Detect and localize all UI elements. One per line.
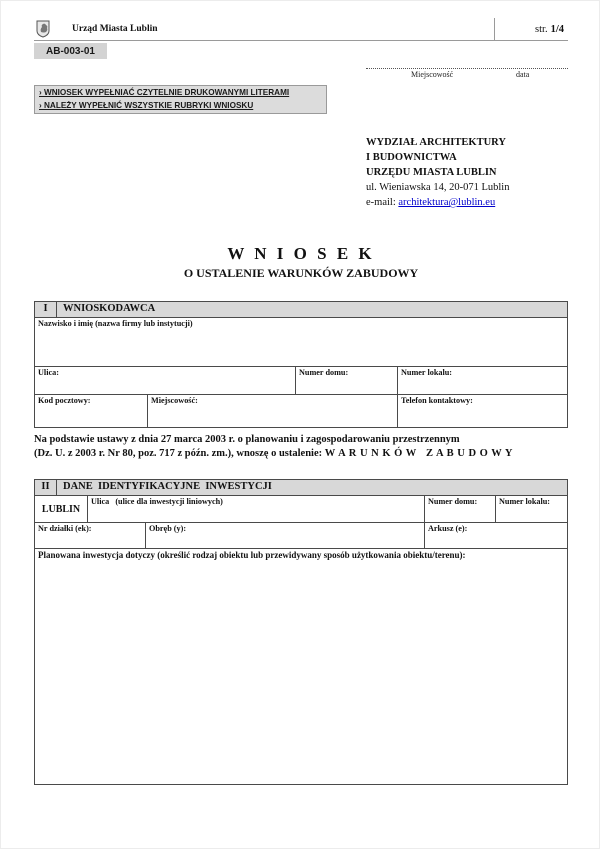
legal-line-2 xyxy=(34,447,574,461)
recipient-address: ul. Wieniawska 14, 20-071 Lublin xyxy=(366,182,510,193)
page-number-value: 1/4 xyxy=(550,23,564,35)
section-1-table xyxy=(34,301,568,428)
applicant-house-no-field: Numer domu: xyxy=(295,367,397,394)
recipient-line-3: URZĘDU MIASTA LUBLIN xyxy=(366,167,497,178)
investment-city-fixed: LUBLIN xyxy=(41,503,81,515)
instruction-line-2: › NALEŻY WYPEŁNIĆ WSZYSTKIE RUBRYKI WNIOSKU xyxy=(39,100,254,110)
document-subtitle: O USTALENIE WARUNKÓW ZABUDOWY xyxy=(183,266,419,280)
section-1-header xyxy=(35,302,567,317)
legal-line-1: Na podstawie ustawy z dnia 27 marca 2003 r. o planowaniu i zagospodarowaniu przestrzennym xyxy=(34,434,460,445)
section-2-number: II xyxy=(41,481,50,492)
investment-house-no-field: Numer domu: xyxy=(424,496,495,522)
page-header xyxy=(34,18,568,41)
email-label: e-mail: xyxy=(366,197,399,208)
planned-investment-row xyxy=(35,548,567,784)
form-code-badge: AB-003-01 xyxy=(34,43,107,59)
investment-sheet-field: Arkusz (e): xyxy=(424,523,567,548)
applicant-apt-no-field: Numer lokalu: xyxy=(397,367,567,394)
investment-street-field: Ulica (ulice dla inwestycji liniowych) xyxy=(87,496,424,522)
applicant-phone-field: Telefon kontaktowy: xyxy=(397,395,567,427)
section-2-title: DANE IDENTYFIKACYJNE INWESTYCJI xyxy=(56,480,567,495)
legal-basis-paragraph xyxy=(34,433,574,461)
legal-line-2-text: (Dz. U. z 2003 r. Nr 80, poz. 717 z późn. zm.), wnoszę o ustalenie: xyxy=(34,448,323,459)
section-1-number: I xyxy=(43,303,48,314)
applicant-city-field: Miejscowość: xyxy=(147,395,397,427)
investment-street-row xyxy=(35,495,567,522)
section-2-table xyxy=(34,479,568,785)
investment-plot-row xyxy=(35,522,567,548)
instructions-box xyxy=(34,85,327,114)
email-link[interactable]: architektura@lublin.eu xyxy=(398,197,496,208)
recipient-email-row xyxy=(366,195,509,210)
applicant-city-row xyxy=(35,394,567,427)
section-2-header xyxy=(35,480,567,495)
recipient-block xyxy=(366,135,509,210)
recipient-line-2: I BUDOWNICTWA xyxy=(366,152,457,163)
page-number-label: str. xyxy=(535,23,548,35)
org-title: Urząd Miasta Lublin xyxy=(72,24,158,34)
page-number xyxy=(494,18,568,40)
applicant-postal-field: Kod pocztowy: xyxy=(38,396,91,405)
planned-investment-field: Planowana inwestycja dotyczy (określić rodzaj obiektu lub przewidywany sposób użytkowania obiektu/terenu): xyxy=(38,550,466,560)
investment-plot-no-field: Nr działki (ek): xyxy=(38,524,92,533)
applicant-street-row xyxy=(35,366,567,394)
applicant-name-field: Nazwisko i imię (nazwa firmy lub instytucji) xyxy=(38,319,193,328)
place-date-dotted-line xyxy=(366,57,568,69)
section-1-title: WNIOSKODAWCA xyxy=(56,302,567,317)
applicant-name-row xyxy=(35,317,567,366)
investment-apt-no-field: Numer lokalu: xyxy=(495,496,567,522)
legal-emphasis: W A R U N K Ó W Z A B U D O W Y xyxy=(324,448,513,459)
investment-district-field: Obręb (y): xyxy=(145,523,424,548)
instruction-line-1: › WNIOSEK WYPEŁNIAĆ CZYTELNIE DRUKOWANYMI LITERAMI xyxy=(39,88,290,97)
document-title: W N I O S E K xyxy=(227,244,375,263)
date-label: data xyxy=(516,70,530,79)
applicant-street-field: Ulica: xyxy=(38,368,59,377)
place-label: Miejscowość xyxy=(411,70,454,79)
lublin-coat-of-arms-icon xyxy=(36,20,50,38)
header-left xyxy=(34,18,494,40)
recipient-line-1: WYDZIAŁ ARCHITEKTURY xyxy=(366,137,506,148)
